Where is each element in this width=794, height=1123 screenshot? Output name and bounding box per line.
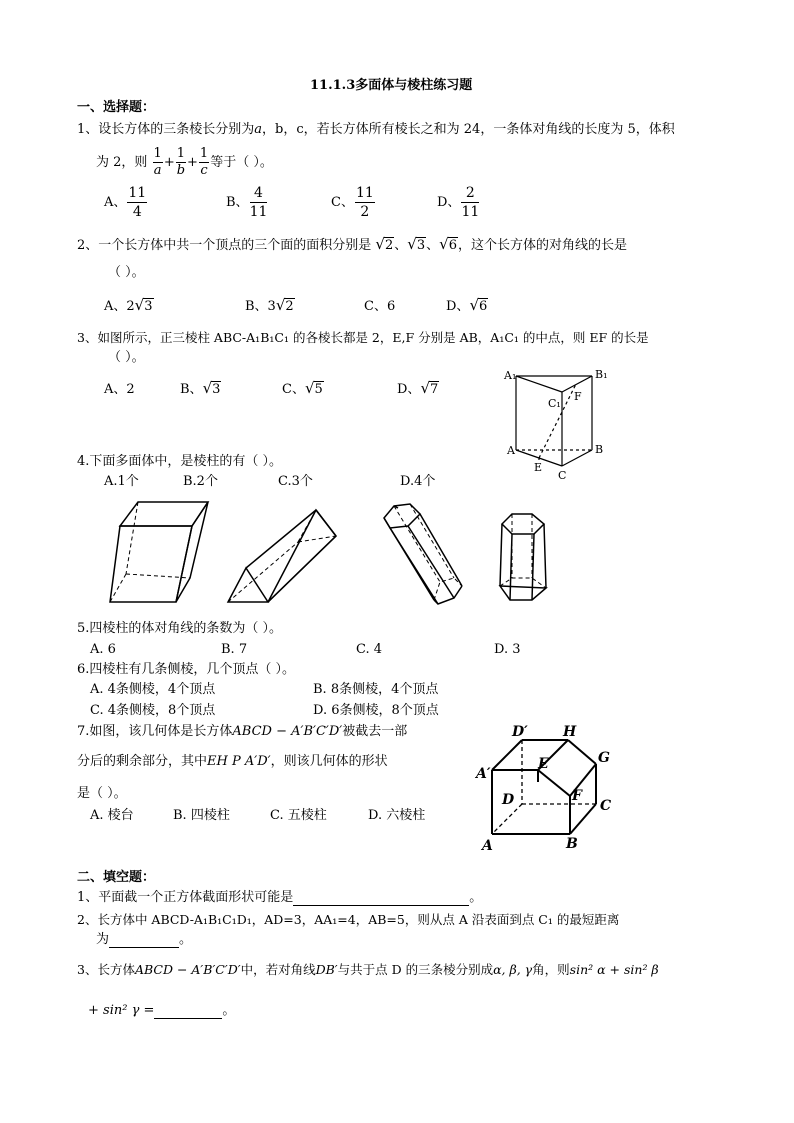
label-g: G [598, 750, 610, 766]
question-3-option-c[interactable]: C、√5 [282, 379, 323, 397]
question-3-option-d[interactable]: D、√7 [397, 379, 439, 397]
triangular-prism-figure [500, 362, 610, 487]
solid-1-figure [108, 500, 210, 606]
label-a: A [482, 838, 493, 854]
label-f: F [574, 390, 582, 403]
question-1-option-d[interactable]: D、 $\frac{2}{11}$ [437, 185, 480, 220]
question-7-line-3: 是（ ）。 [77, 786, 127, 801]
question-6-option-a[interactable]: A. 4条侧棱，4个顶点 [90, 682, 216, 697]
fill-3-line-2: + sin² γ = 。 [88, 1003, 236, 1018]
question-7-option-c[interactable]: C. 五棱柱 [270, 808, 327, 823]
label-b: B [595, 443, 604, 456]
label-a-prime: A′ [476, 766, 491, 782]
question-1-option-c[interactable]: C、 $\frac{11}{2}$ [331, 185, 374, 220]
question-3-option-b[interactable]: B、√3 [180, 379, 221, 397]
section-fill-heading: 二、填空题： [77, 870, 156, 885]
question-4-option-a[interactable]: A.1个 [104, 474, 139, 489]
label-e: E [538, 756, 549, 772]
question-3-option-a[interactable]: A、2 [104, 382, 135, 397]
question-7-line-2: 分后的剩余部分，其中EH P A′D′，则该几何体的形状 [77, 754, 388, 769]
fill-3-line-1: 3、长方体ABCD − A′B′C′D′中，若对角线DB′与共于点 D 的三条棱分别成α, β, γ角，则sin² α + sin² β [77, 962, 659, 977]
label-h: H [563, 724, 577, 740]
label-f: F [572, 788, 582, 804]
truncated-cuboid-figure [474, 722, 620, 854]
question-5-option-b[interactable]: B. 7 [221, 642, 248, 657]
question-6-option-b[interactable]: B. 8条侧棱，4个顶点 [313, 682, 439, 697]
question-4-option-d[interactable]: D.4个 [400, 474, 436, 489]
question-1-option-a[interactable]: A、 $\frac{11}{4}$ [104, 185, 147, 220]
question-1-line-2: 为 2，则 $\frac{1}{a}$ + $\frac{1}{b}$ + $\frac{1}{c}$ 等于（ ）。 [96, 146, 273, 178]
label-a: A [507, 444, 515, 457]
question-7-option-d[interactable]: D. 六棱柱 [368, 808, 426, 823]
fill-1: 1、平面截一个正方体截面形状可能是 。 [77, 890, 483, 905]
label-d: D [502, 792, 515, 808]
question-2-option-c[interactable]: C、6 [364, 299, 396, 314]
question-3-line-2: （ ）。 [108, 350, 145, 365]
page-title: 11.1.3多面体与棱柱练习题 [310, 78, 473, 93]
question-1-option-b[interactable]: B、 $\frac{4}{11}$ [226, 185, 268, 220]
question-3-line-1: 3、如图所示，正三棱柱 ABC-A₁B₁C₁ 的各棱长都是 2，E,F 分别是 AB，A₁C₁ 的中点，则 EF 的长是 [77, 330, 649, 345]
question-2-line-2: （ ）。 [108, 265, 145, 280]
question-6-option-d[interactable]: D. 6条侧棱，8个顶点 [313, 703, 439, 718]
label-e: E [534, 461, 543, 474]
question-5-option-d[interactable]: D. 3 [494, 642, 521, 657]
question-2-option-b[interactable]: B、3√2 [245, 296, 294, 314]
question-7-line-1: 7.如图，该几何体是长方体ABCD − A′B′C′D′被截去一部 [77, 724, 408, 739]
question-2-option-d[interactable]: D、√6 [446, 296, 488, 314]
question-2-line-1: 2、一个长方体中共一个顶点的三个面的面积分别是 √2、√3、√6，这个长方体的对角线的长是 [77, 235, 627, 253]
solid-3-figure [380, 500, 466, 608]
question-2-option-a[interactable]: A、2√3 [104, 296, 153, 314]
solid-4-figure [494, 512, 554, 604]
label-c: C [600, 798, 612, 814]
question-5-line-1: 5.四棱柱的体对角线的条数为（ ）。 [77, 621, 283, 636]
fill-2-line-2: 为 。 [96, 932, 193, 947]
label-a1: A₁ [504, 369, 517, 382]
question-6-option-c[interactable]: C. 4条侧棱，8个顶点 [90, 703, 216, 718]
question-6-line-1: 6.四棱柱有几条侧棱，几个顶点（ ）。 [77, 662, 296, 677]
fill-2-line-1: 2、长方体中 ABCD-A₁B₁C₁D₁，AD=3，AA₁=4，AB=5，则从点 A 沿表面到点 C₁ 的最短距离 [77, 912, 620, 927]
section-choice-heading: 一、选择题： [77, 100, 156, 115]
label-c1: C₁ [548, 397, 561, 410]
fill-2-blank[interactable] [109, 933, 179, 948]
question-7-option-b[interactable]: B. 四棱柱 [173, 808, 230, 823]
question-1-line-1: 1、设长方体的三条棱长分别为a，b，c，若长方体所有棱长之和为 24，一条体对角线的长度为 5，体积 [77, 122, 675, 137]
fill-3-blank[interactable] [154, 1004, 222, 1019]
question-7-option-a[interactable]: A. 棱台 [90, 808, 134, 823]
question-4-option-c[interactable]: C.3个 [278, 474, 313, 489]
fill-1-blank[interactable] [293, 891, 469, 906]
question-4-line-1: 4.下面多面体中，是棱柱的有（ ）。 [77, 454, 283, 469]
question-5-option-c[interactable]: C. 4 [356, 642, 383, 657]
label-b: B [566, 836, 578, 852]
label-d-prime: D′ [512, 724, 528, 740]
question-5-option-a[interactable]: A. 6 [90, 642, 116, 657]
label-b1: B₁ [595, 368, 608, 381]
solid-2-figure [226, 502, 342, 606]
label-c: C [558, 469, 567, 482]
question-4-option-b[interactable]: B.2个 [183, 474, 218, 489]
